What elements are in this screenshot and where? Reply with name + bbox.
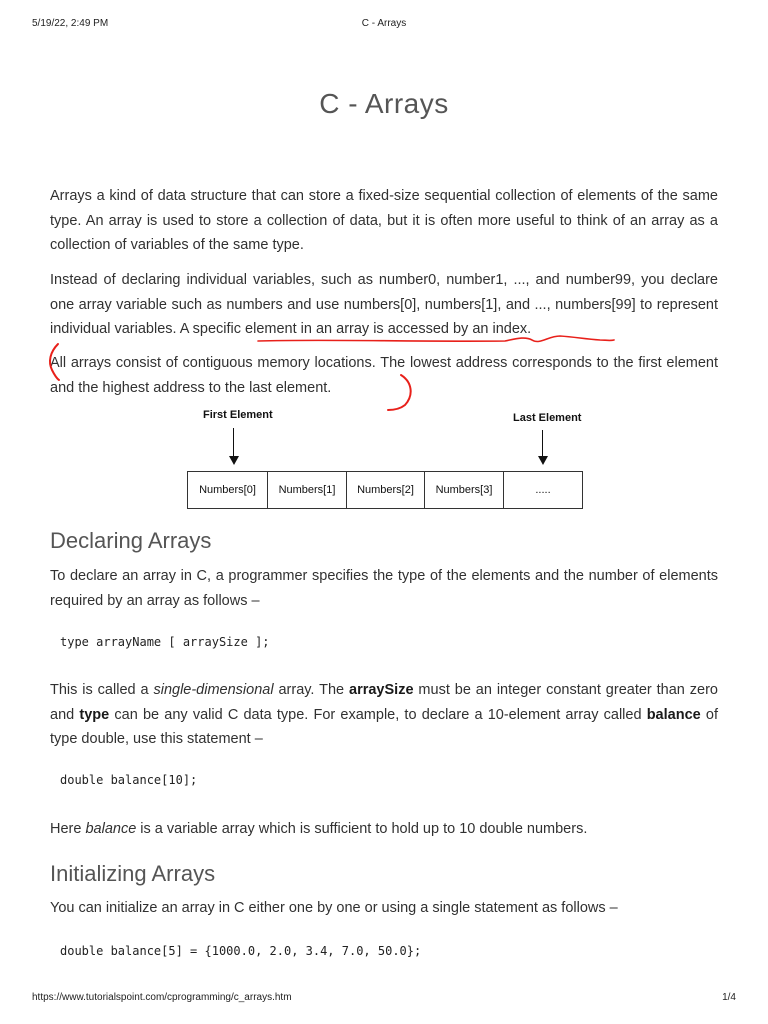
print-title: C - Arrays xyxy=(361,18,407,29)
initializing-arrays-heading: Initializing Arrays xyxy=(50,861,216,886)
first-element-label: First Element xyxy=(203,409,273,421)
intro-paragraph-1: Arrays a kind of data structure that can store a fixed-size sequential collection of elements of the same type. An array is used to store a collection of data, but it is often more useful to think of an array as a collection of variables of the same type. xyxy=(50,188,718,253)
first-element-arrow-icon xyxy=(229,456,239,465)
page-url: https://www.tutorialspoint.com/cprogramming/c_arrays.htm xyxy=(32,992,292,1003)
page-title: C - Arrays xyxy=(319,88,449,119)
code-block-initialization: double balance[5] = {1000.0, 2.0, 3.4, 7.0, 50.0}; xyxy=(60,944,422,958)
emphasis-term: single-dimensional xyxy=(153,682,274,698)
initializing-paragraph-1: You can initialize an array in C either one by one or using a single statement as follows – xyxy=(50,900,618,916)
array-cell: ..... xyxy=(535,484,551,496)
first-element-arrow-shaft xyxy=(233,428,234,458)
declaring-paragraph-3 xyxy=(50,817,718,842)
text-run: of type double, use this statement – xyxy=(50,706,718,747)
intro-paragraph-2 xyxy=(50,268,718,342)
intro-paragraph-3: All arrays consist of contiguous memory locations. The lowest address corresponds to the first element and the highest address to the last element. xyxy=(50,355,718,396)
code-block-balance: double balance[10]; xyxy=(60,773,198,787)
array-cell: Numbers[0] xyxy=(188,472,268,508)
intro-paragraph-2-text: Instead of declaring individual variables, such as number0, number1, ..., and number99, you declare one array variable such as numbers and use numbers[0], numbers[1], and ..., numbers[99] to represent individual variables. xyxy=(50,272,718,337)
print-datetime: 5/19/22, 2:49 PM xyxy=(32,18,109,29)
declaring-paragraph-2 xyxy=(50,678,718,752)
bold-term: arraySize xyxy=(349,682,414,698)
last-element-label: Last Element xyxy=(513,412,582,424)
array-cell: Numbers[1] xyxy=(268,472,347,508)
print-header xyxy=(32,18,736,32)
highlighted-sentence: A specific element in an array is accessed by an index. xyxy=(179,321,532,337)
array-cell: Numbers[2] xyxy=(347,472,425,508)
text-run: array. The xyxy=(273,682,350,698)
declaring-paragraph-1: To declare an array in C, a programmer specifies the type of the elements and the number of elements required by an array as follows – xyxy=(50,568,718,609)
text-run: must be an integer constant greater than zero and xyxy=(50,682,718,723)
print-footer xyxy=(32,992,736,1006)
array-cell: Numbers[3] xyxy=(425,472,504,508)
bold-term: type xyxy=(79,706,110,723)
bold-term: balance xyxy=(646,706,701,723)
emphasis-term: balance xyxy=(85,821,137,837)
page-number: 1/4 xyxy=(722,992,736,1003)
text-run: can be any valid C data type. For example, to declare a 10-element array called xyxy=(109,706,647,723)
text-run: This is called a xyxy=(50,682,154,698)
text-run: is a variable array which is sufficient to hold up to 10 double numbers. xyxy=(136,821,588,837)
last-element-arrow-shaft xyxy=(542,430,543,458)
text-run: Here xyxy=(50,821,86,837)
array-diagram xyxy=(187,471,583,509)
code-block-declaration: type arrayName [ arraySize ]; xyxy=(60,635,270,649)
declaring-arrays-heading: Declaring Arrays xyxy=(50,528,212,553)
last-element-arrow-icon xyxy=(538,456,548,465)
